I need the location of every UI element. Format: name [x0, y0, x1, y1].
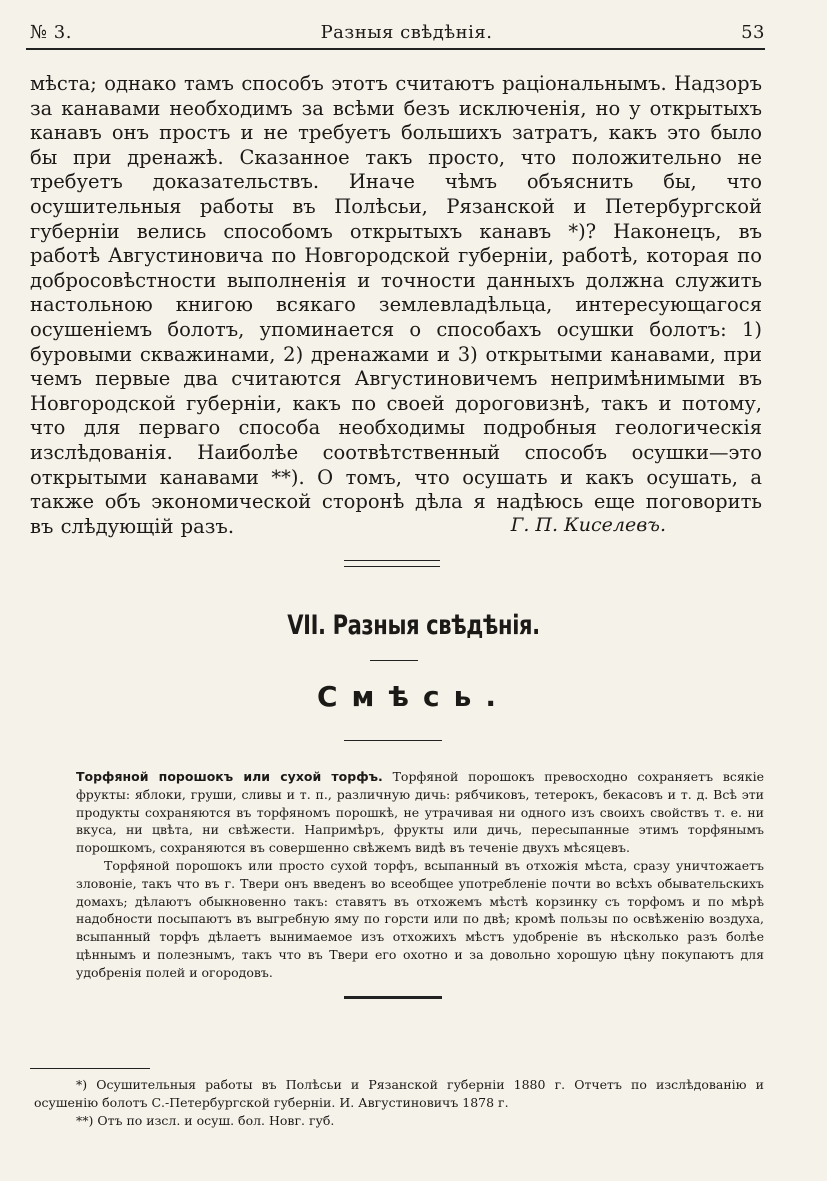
footnote-rule — [30, 1068, 150, 1069]
header-rule — [26, 48, 765, 50]
running-head — [30, 22, 765, 48]
page-number: 53 — [741, 22, 765, 43]
miscellany-paragraph-2: Торфяной порошокъ или просто сухой торфъ, всыпанный въ отхожія мѣста, сразу уничтожаетъ зловоніе, такъ что въ г. Твери онъ введенъ во всеобщее употребленіе почти во всѣхъ обывательскихъ домахъ; дѣлаютъ обыкновенно такъ: ставятъ въ отхожемъ мѣстѣ корзинку съ торфомъ и по мѣрѣ надобности посыпаютъ въ выгребную яму по горсти или по двѣ; кромѣ пользы по освѣженію воздуха, всыпанный торфъ дѣлаетъ вынимаемое изъ отхожихъ мѣстъ удобреніе въ нѣсколько разъ болѣе цѣннымъ и полезнымъ, такъ что въ Твери его охотно и за довольно хорошую цѣну покупаютъ для удобренія полей и огородовъ. — [76, 857, 764, 980]
section-title: VII. Разныя свѣдѣнія. — [287, 610, 540, 641]
issue-number: № 3. — [30, 22, 72, 43]
title-rule — [370, 660, 418, 661]
miscellany-body — [76, 768, 764, 982]
subtitle-rule — [344, 740, 442, 741]
note-text-1: Торфяной порошокъ превосходно сохраняетъ всякіе фрукты: яблоки, груши, сливы и т. п., различную дичь: рябчиковъ, тетерокъ, бекасовъ и т. д. Всѣ эти продукты сохраняются въ торфяномъ порошкѣ, не утрачивая ни одного изъ своихъ свойствъ т. е. ни вкуса, ни цвѣта, ни свѣжести. Напримѣръ, фрукты или дичь, пересыпанные этимъ торфянымъ порошкомъ, сохраняются въ совершенно свѣжемъ видѣ въ теченіе двухъ мѣсяцевъ. — [76, 769, 764, 856]
running-title: Разныя свѣдѣнія. — [320, 22, 493, 43]
end-of-article-rule — [344, 560, 440, 567]
subsection-title: Смѣсь. — [317, 680, 510, 713]
article-paragraph: мѣста; однако тамъ способъ этотъ считаютъ раціональнымъ. Надзоръ за канавами необходимъ за всѣми безъ исключенія, но у открытыхъ канавъ онъ простъ и не требуетъ большихъ затратъ, какъ это было бы при дренажѣ. Сказанное такъ просто, что положительно не требуетъ доказательствъ. Иначе чѣмъ объяснить бы, что осушительныя работы въ Полѣсьи, Рязанской и Петербургской губерніи велись способомъ открытыхъ канавъ *)? Наконецъ, въ работѣ Августиновича по Новгородской губерніи, работѣ, которая по добросовѣстности выполненія и точности данныхъ должна служить настольною книгою всякаго землевладѣльца, интересующагося осушеніемъ болотъ, упоминается о способахъ осушки болотъ: 1) буровыми скважинами, 2) дренажами и 3) открытыми канавами, при чемъ первые два считаются Августиновичемъ непримѣнимыми въ Новгородской губерніи, какъ по своей дороговизнѣ, такъ и потому, что для перваго способа необходимы подробныя геологическія изслѣдованія. Наиболѣе соотвѣтственный способъ осушки—это открытыми канавами **). О томъ, что осушать и какъ осушать, а также объ экономической сторонѣ дѣла я надѣюсь еще поговорить въ слѣдующій разъ. — [30, 72, 762, 538]
footnotes — [34, 1076, 764, 1130]
article-body — [30, 72, 762, 539]
footnote-1: *) Осушительныя работы въ Полѣсьи и Рязанской губерніи 1880 г. Отчетъ по изслѣдованію и осушенію болотъ С.-Петербургской губерніи. И. Августиновичъ 1878 г. — [34, 1077, 764, 1110]
section-end-rule — [344, 996, 442, 999]
miscellany-paragraph-1 — [76, 768, 764, 857]
footnote-2: **) Отъ по изсл. и осуш. бол. Новг. губ. — [76, 1113, 335, 1128]
author-signature: Г. П. Киселевъ. — [510, 514, 666, 536]
note-heading: Торфяной порошокъ или сухой торфъ. — [76, 769, 383, 784]
